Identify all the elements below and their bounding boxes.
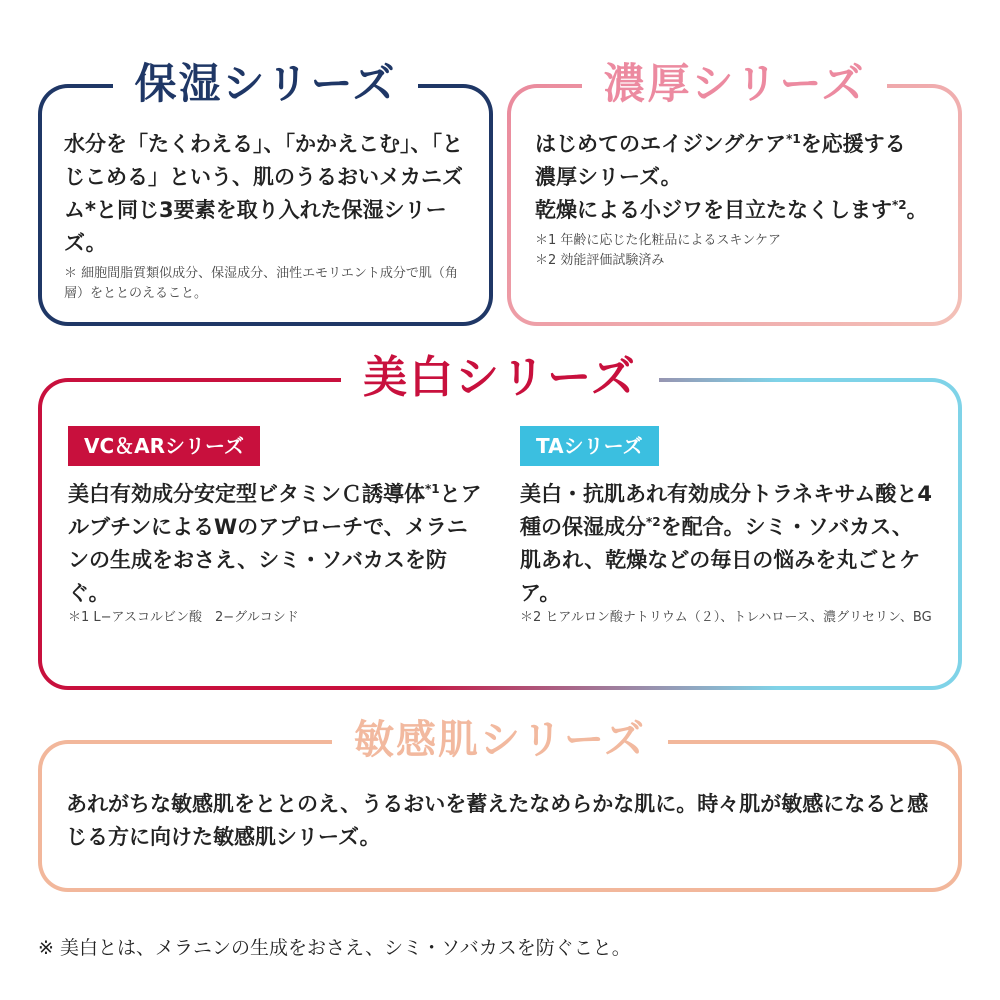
noukou-line3-text: 乾燥による小ジワを目立たなくします (535, 198, 892, 222)
ta-description-text-end: を配合。シミ・ソバカス、肌あれ、乾燥などの毎日の悩みを丸ごとケア。 (520, 515, 921, 605)
noukou-series-title-wrap (511, 48, 958, 120)
noukou-footnote-1: ＊1 年齢に応じた化粧品によるスキンケア (535, 233, 782, 248)
noukou-line1-text-end: を応援する (800, 132, 906, 156)
bihaku-series-title-wrap (42, 342, 958, 414)
binkan-series-description: あれがちな敏感肌をととのえ、うるおいを蓄えたなめらかな肌に。時々肌が敏感になると感じる方に向けた敏感肌シリーズ。 (66, 792, 929, 849)
hoshitsu-series-description: 水分を「たくわえる」、「かかえこむ」、「とじこめる」という、肌のうるおいメカニズム*と同じ3要素を取り入れた保湿シリーズ。 (64, 132, 463, 255)
noukou-line1-superscript: *1 (786, 132, 801, 146)
noukou-line2-text: 濃厚シリーズ。 (535, 165, 682, 189)
bihaku-series-title: 美白シリーズ (341, 342, 659, 414)
noukou-footnote-2: ＊2 効能評価試験済み (535, 253, 665, 268)
binkan-series-title-wrap (42, 704, 958, 776)
hoshitsu-series-card (38, 59, 493, 326)
vc-ar-series-badge: VC＆ARシリーズ (68, 426, 260, 466)
ta-description-text: 美白・抗肌あれ有効成分トラネキサム酸と4種の保湿成分 (520, 482, 932, 539)
ta-series-badge: TAシリーズ (520, 426, 659, 466)
ta-description-superscript: *2 (646, 515, 661, 529)
bihaku-series-card (38, 352, 962, 690)
ta-series-description (520, 478, 932, 610)
noukou-series-footnotes (535, 231, 947, 271)
vc-ar-description-text: 美白有効成分安定型ビタミンＣ誘導体 (68, 482, 425, 506)
noukou-series-title: 濃厚シリーズ (582, 48, 888, 120)
vc-ar-description-superscript: *1 (425, 482, 440, 496)
noukou-line3-text-end: 。 (906, 198, 928, 222)
vc-ar-series-description (68, 478, 486, 610)
binkan-series-card (38, 717, 962, 892)
noukou-line3-superscript: *2 (892, 198, 907, 212)
vc-ar-description-text-end: とアルブチンによるWのアプローチで、メラニンの生成をおさえ、シミ・ソバカスを防ぐ。 (68, 482, 482, 605)
ta-series-footnote: ＊2 ヒアルロン酸ナトリウム（２）、トレハロース、濃グリセリン、BG (520, 610, 932, 625)
noukou-series-description (535, 128, 947, 227)
noukou-series-card (507, 59, 962, 326)
hoshitsu-series-footnote: ＊ 細胞間脂質類似成分、保湿成分、油性エモリエント成分で肌（角層）をととのえること。 (64, 266, 458, 301)
hoshitsu-series-title-wrap (42, 48, 489, 120)
bihaku-definition-footnote: ※ 美白とは、メラニンの生成をおさえ、シミ・ソバカスを防ぐこと。 (38, 937, 631, 959)
hoshitsu-series-title: 保湿シリーズ (113, 48, 419, 120)
vc-ar-series-footnote: ＊1 L−アスコルビン酸 2−グルコシド (68, 610, 299, 625)
binkan-series-title: 敏感肌シリーズ (332, 704, 668, 776)
noukou-line1-text: はじめてのエイジングケア (535, 132, 787, 156)
